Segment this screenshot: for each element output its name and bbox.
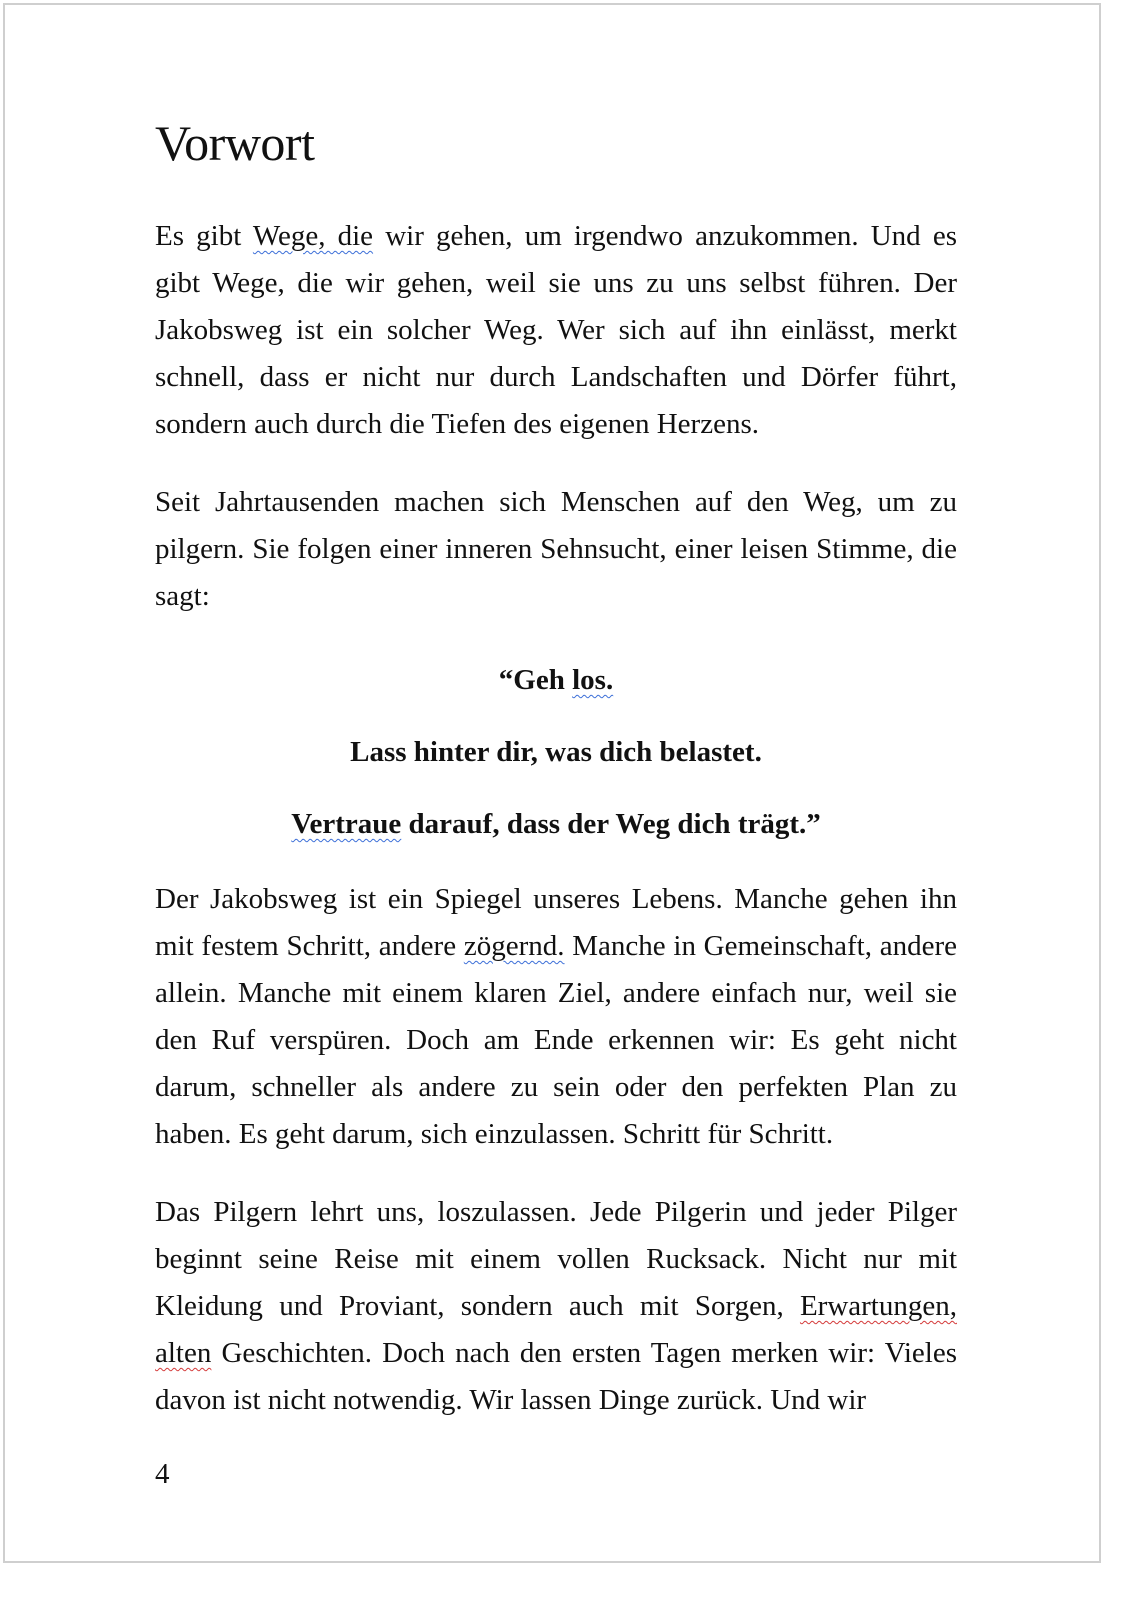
grammar-flag[interactable]: Vertraue <box>291 808 402 840</box>
grammar-flag[interactable]: Wege, die <box>252 220 374 252</box>
text-run: wir gehen, um irgendwo anzukommen. Und es gibt Wege, die wir gehen, weil sie uns zu uns selbst führen. Der Jakobsweg ist ein solcher Weg. Wer sich auf ihn einlässt, merkt schnell, dass er nicht nur durch Landschaften und Dörfer führt, sondern auch durch die Tiefen des eigenen Herzens. <box>155 220 957 440</box>
page-number: 4 <box>155 1458 170 1490</box>
text-run: darauf, dass der Weg dich trägt.” <box>401 808 821 840</box>
text-run: Das Pilgern lehrt uns, loszulassen. Jede Pilgerin und jeder Pilger beginnt seine Reise mit einem vollen Rucksack. Nicht nur mit Kleidung und Proviant, sondern auch mit Sorgen, <box>155 1196 957 1322</box>
spelling-flag[interactable]: Erwartungen, <box>799 1290 957 1322</box>
paragraph-4 <box>155 1189 957 1424</box>
paragraph-2: Seit Jahrtausenden machen sich Menschen auf den Weg, um zu pilgern. Sie folgen einer inneren Sehnsucht, einer leisen Stimme, die sagt: <box>155 486 957 612</box>
page-title: Vorwort <box>155 115 315 171</box>
grammar-flag[interactable]: los. <box>572 664 614 696</box>
text-run: Es gibt <box>155 220 253 252</box>
quote-line-3 <box>155 804 957 844</box>
spelling-flag[interactable]: alten <box>155 1337 212 1369</box>
text-run: “Geh <box>498 664 573 696</box>
page-content <box>155 113 957 1455</box>
quote-block <box>155 660 957 844</box>
document-page <box>3 3 1101 1563</box>
paragraph-3 <box>155 876 957 1158</box>
quote-line-2: Lass hinter dir, was dich belastet. <box>350 736 762 768</box>
grammar-flag[interactable]: zögernd. <box>463 930 565 962</box>
text-run: Geschichten. Doch nach den ersten Tagen merken wir: Vieles davon ist nicht notwendig. Wir lassen Dinge zurück. Und wir <box>155 1337 957 1416</box>
text-run: Manche in Gemeinschaft, andere allein. Manche mit einem klaren Ziel, andere einfach nur, weil sie den Ruf verspüren. Doch am Ende erkennen wir: Es geht nicht darum, schneller als andere zu sein oder den perfekten Plan zu haben. Es geht darum, sich einzulassen. Schritt für Schritt. <box>155 930 957 1150</box>
quote-line-1 <box>155 660 957 700</box>
paragraph-1 <box>155 213 957 448</box>
text-run: Der Jakobsweg ist ein Spiegel unseres Lebens. Manche gehen ihn mit festem Schritt, andere <box>155 883 957 962</box>
